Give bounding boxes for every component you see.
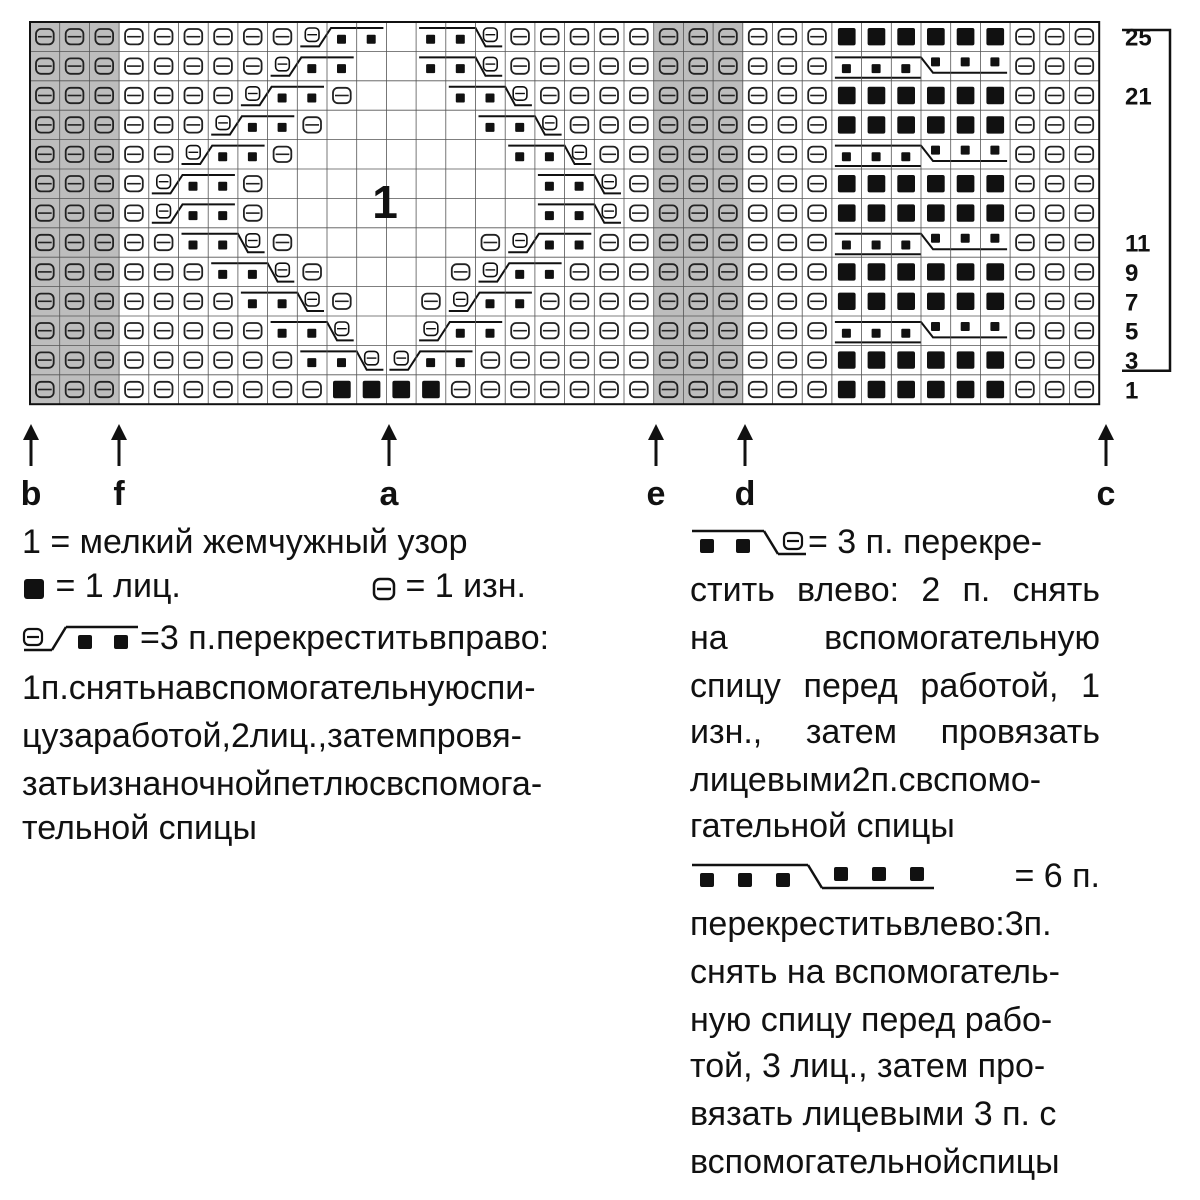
knit-stitch xyxy=(927,351,945,368)
marker-label: c xyxy=(1096,475,1116,513)
knit-stitch xyxy=(957,381,975,398)
cross-left-3-line5: изн., затем провязать xyxy=(690,713,1100,751)
cable-knit xyxy=(990,146,999,155)
cross-right-line3: цузаработой,2лиц.,затемпровя- xyxy=(22,717,522,755)
legend-knit-label: = 1 лиц. xyxy=(55,567,181,605)
legend-cross-left-3 xyxy=(690,522,1042,566)
knit-stitch xyxy=(897,204,915,221)
cable-knit xyxy=(575,211,584,220)
knit-stitch xyxy=(392,381,410,398)
cable-knit xyxy=(961,146,970,155)
cross-left-3-line6: лицевыми2п.свспомо- xyxy=(690,761,1042,799)
knit-stitch xyxy=(986,381,1004,398)
cable-knit xyxy=(456,94,465,103)
cable-knit xyxy=(545,270,554,279)
cable-knit xyxy=(486,123,495,132)
row-numbers xyxy=(1125,25,1152,405)
knit-stitch xyxy=(986,204,1004,221)
cross-left-3-line3: на вспомогательную xyxy=(690,619,1100,657)
cable-knit xyxy=(872,329,881,338)
cable-knit xyxy=(367,35,376,44)
knit-stitch xyxy=(838,293,856,310)
legend-cross-left-6 xyxy=(690,856,1100,900)
legend-purl xyxy=(372,566,526,610)
cable-knit xyxy=(278,123,287,132)
cross-left-6-line6: вязать лицевыми 3 п. с xyxy=(690,1095,1057,1133)
cable-knit xyxy=(961,234,970,243)
cable-knit xyxy=(901,152,910,161)
cable-knit xyxy=(545,241,554,250)
cross-left-3-line2: стить влево: 2 п. снять xyxy=(690,571,1100,609)
row-number: 1 xyxy=(1125,377,1139,405)
cable-knit xyxy=(515,270,524,279)
knit-stitch xyxy=(927,381,945,398)
knit-stitch xyxy=(927,87,945,104)
cross-left-3-line7: гательной спицы xyxy=(690,807,955,845)
cross-left-3-icon xyxy=(690,526,808,566)
knit-stitch xyxy=(868,204,886,221)
knit-stitch xyxy=(897,87,915,104)
cable-knit xyxy=(248,123,257,132)
cable-knit xyxy=(218,182,227,191)
cable-knit xyxy=(218,211,227,220)
knit-stitch xyxy=(986,116,1004,133)
knit-stitch xyxy=(927,293,945,310)
cable-knit xyxy=(931,57,940,66)
cross-right-icon xyxy=(22,622,140,662)
cable-knit xyxy=(515,152,524,161)
cable-knit xyxy=(189,241,198,250)
knit-stitch xyxy=(838,263,856,280)
cable-knit xyxy=(456,358,465,367)
knit-stitch xyxy=(986,28,1004,45)
knit-stitch xyxy=(986,87,1004,104)
row-number: 25 xyxy=(1125,24,1152,52)
marker-label: a xyxy=(379,475,399,513)
knit-stitch xyxy=(897,351,915,368)
knit-stitch xyxy=(986,175,1004,192)
knit-stitch xyxy=(422,381,440,398)
cable-knit xyxy=(307,64,316,73)
cross-left-3-line4: спицу перед работой, 1 xyxy=(690,667,1100,705)
cable-knit xyxy=(248,152,257,161)
cross-left-6-line5: той, 3 лиц., затем про- xyxy=(690,1047,1046,1085)
knit-stitch xyxy=(868,28,886,45)
knit-stitch xyxy=(927,28,945,45)
cable-knit xyxy=(545,211,554,220)
knit-stitch xyxy=(838,381,856,398)
knit-stitch xyxy=(838,351,856,368)
cross-right-line5: тельной спицы xyxy=(22,809,257,847)
row-number: 7 xyxy=(1125,289,1139,317)
knit-stitch xyxy=(986,351,1004,368)
cable-symbols xyxy=(152,28,1007,370)
marker-label: d xyxy=(734,475,756,513)
cable-knit xyxy=(278,299,287,308)
cable-knit xyxy=(842,152,851,161)
cable-knit xyxy=(990,322,999,331)
knit-stitch xyxy=(868,351,886,368)
cross-left-3-line1: = 3 п. перекре- xyxy=(808,523,1043,561)
row-number: 9 xyxy=(1125,259,1139,287)
cable-knit xyxy=(278,329,287,338)
knit-stitch xyxy=(957,293,975,310)
knit-stitch xyxy=(333,381,351,398)
cable-knit xyxy=(337,358,346,367)
cable-knit xyxy=(456,64,465,73)
marker-label: b xyxy=(20,475,42,513)
cable-knit xyxy=(307,94,316,103)
cable-knit xyxy=(426,35,435,44)
marker-arrow-head xyxy=(381,424,397,440)
knit-stitch xyxy=(957,175,975,192)
knit-stitch xyxy=(868,263,886,280)
knit-stitch xyxy=(868,116,886,133)
cable-knit xyxy=(545,152,554,161)
purl-stitch-icon xyxy=(372,570,396,610)
knit-stitch xyxy=(838,116,856,133)
cross-left-6-line7: вспомогательнойспицы xyxy=(690,1143,1060,1181)
cable-knit xyxy=(218,152,227,161)
cross-right-line4: затьизнаночнойпетлюсвспомога- xyxy=(22,765,543,803)
cable-knit xyxy=(486,329,495,338)
cable-knit xyxy=(456,329,465,338)
cable-knit xyxy=(218,241,227,250)
marker-arrow-head xyxy=(648,424,664,440)
knit-stitch xyxy=(838,87,856,104)
knit-stitch xyxy=(897,28,915,45)
cable-knit xyxy=(872,64,881,73)
cable-knit xyxy=(189,211,198,220)
cable-knit xyxy=(961,57,970,66)
knit-stitch xyxy=(957,351,975,368)
knit-stitch xyxy=(897,175,915,192)
cable-knit xyxy=(426,358,435,367)
cable-knit xyxy=(901,329,910,338)
cable-knit xyxy=(931,322,940,331)
cable-knit xyxy=(515,299,524,308)
knit-stitch xyxy=(927,175,945,192)
knit-stitch xyxy=(957,263,975,280)
knit-stitch xyxy=(868,381,886,398)
cable-knit xyxy=(990,234,999,243)
row-number: 21 xyxy=(1125,83,1152,111)
cable-knit xyxy=(575,241,584,250)
cross-left-6-line1: = 6 п. xyxy=(1014,857,1100,895)
cable-knit xyxy=(218,270,227,279)
knit-stitch xyxy=(838,204,856,221)
knit-stitch xyxy=(957,28,975,45)
knit-stitch xyxy=(838,175,856,192)
cable-knit xyxy=(307,329,316,338)
knit-stitch xyxy=(957,116,975,133)
knit-stitch xyxy=(868,87,886,104)
cross-left-6-line2: перекреститьвлево:3п. xyxy=(690,905,1052,943)
cross-left-6-icon xyxy=(690,860,936,900)
cable-knit xyxy=(842,329,851,338)
cable-knit xyxy=(456,35,465,44)
knit-stitch xyxy=(986,263,1004,280)
knit-stitch xyxy=(838,28,856,45)
marker-label: e xyxy=(646,475,666,513)
cross-left-6-line4: ную спицу перед рабо- xyxy=(690,1001,1053,1039)
knit-stitch xyxy=(927,204,945,221)
pearl-region-label: 1 xyxy=(372,176,398,228)
legend-cross-right xyxy=(22,618,549,662)
row-number: 3 xyxy=(1125,348,1139,376)
cable-knit xyxy=(337,64,346,73)
cross-right-line1: =3 п.перекреститьвправо: xyxy=(140,619,550,657)
legend-pearl-pattern: 1 = мелкий жемчужный узор xyxy=(22,523,468,561)
cable-knit xyxy=(307,358,316,367)
column-markers xyxy=(21,424,1116,513)
knit-stitch xyxy=(986,293,1004,310)
row-number: 11 xyxy=(1125,230,1151,258)
cable-knit xyxy=(189,182,198,191)
cable-knit xyxy=(901,64,910,73)
knit-stitch xyxy=(927,263,945,280)
marker-arrow-head xyxy=(737,424,753,440)
cable-knit xyxy=(248,299,257,308)
knit-stitch xyxy=(897,263,915,280)
knit-stitch-icon xyxy=(22,570,46,610)
legend-knit xyxy=(22,566,181,610)
cable-knit xyxy=(486,94,495,103)
legend-purl-label: = 1 изн. xyxy=(405,567,526,605)
knit-stitch xyxy=(868,175,886,192)
cable-knit xyxy=(901,241,910,250)
knit-stitch xyxy=(897,381,915,398)
cable-knit xyxy=(872,152,881,161)
cable-knit xyxy=(961,322,970,331)
marker-arrow-head xyxy=(111,424,127,440)
marker-label: f xyxy=(113,475,125,513)
cable-knit xyxy=(545,182,554,191)
cable-knit xyxy=(842,64,851,73)
cable-knit xyxy=(278,94,287,103)
cable-knit xyxy=(872,241,881,250)
cross-right-line2: 1п.снятьнавспомогательнуюспи- xyxy=(22,669,536,707)
marker-arrow-head xyxy=(1098,424,1114,440)
cable-knit xyxy=(337,35,346,44)
marker-arrow-head xyxy=(23,424,39,440)
cable-knit xyxy=(842,241,851,250)
row-number: 5 xyxy=(1125,318,1139,346)
knit-stitch xyxy=(957,204,975,221)
cable-knit xyxy=(248,270,257,279)
cable-knit xyxy=(931,146,940,155)
cross-left-6-line3: снять на вспомогатель- xyxy=(690,953,1060,991)
cable-knit xyxy=(575,182,584,191)
knit-stitch xyxy=(897,116,915,133)
cable-knit xyxy=(931,234,940,243)
knit-stitch xyxy=(957,87,975,104)
knit-stitch xyxy=(868,293,886,310)
knit-stitch xyxy=(927,116,945,133)
knit-stitch xyxy=(363,381,381,398)
knitting-chart xyxy=(0,0,1200,520)
cable-knit xyxy=(515,123,524,132)
cable-knit xyxy=(990,57,999,66)
cable-knit xyxy=(426,64,435,73)
cable-knit xyxy=(486,299,495,308)
knit-stitch xyxy=(897,293,915,310)
